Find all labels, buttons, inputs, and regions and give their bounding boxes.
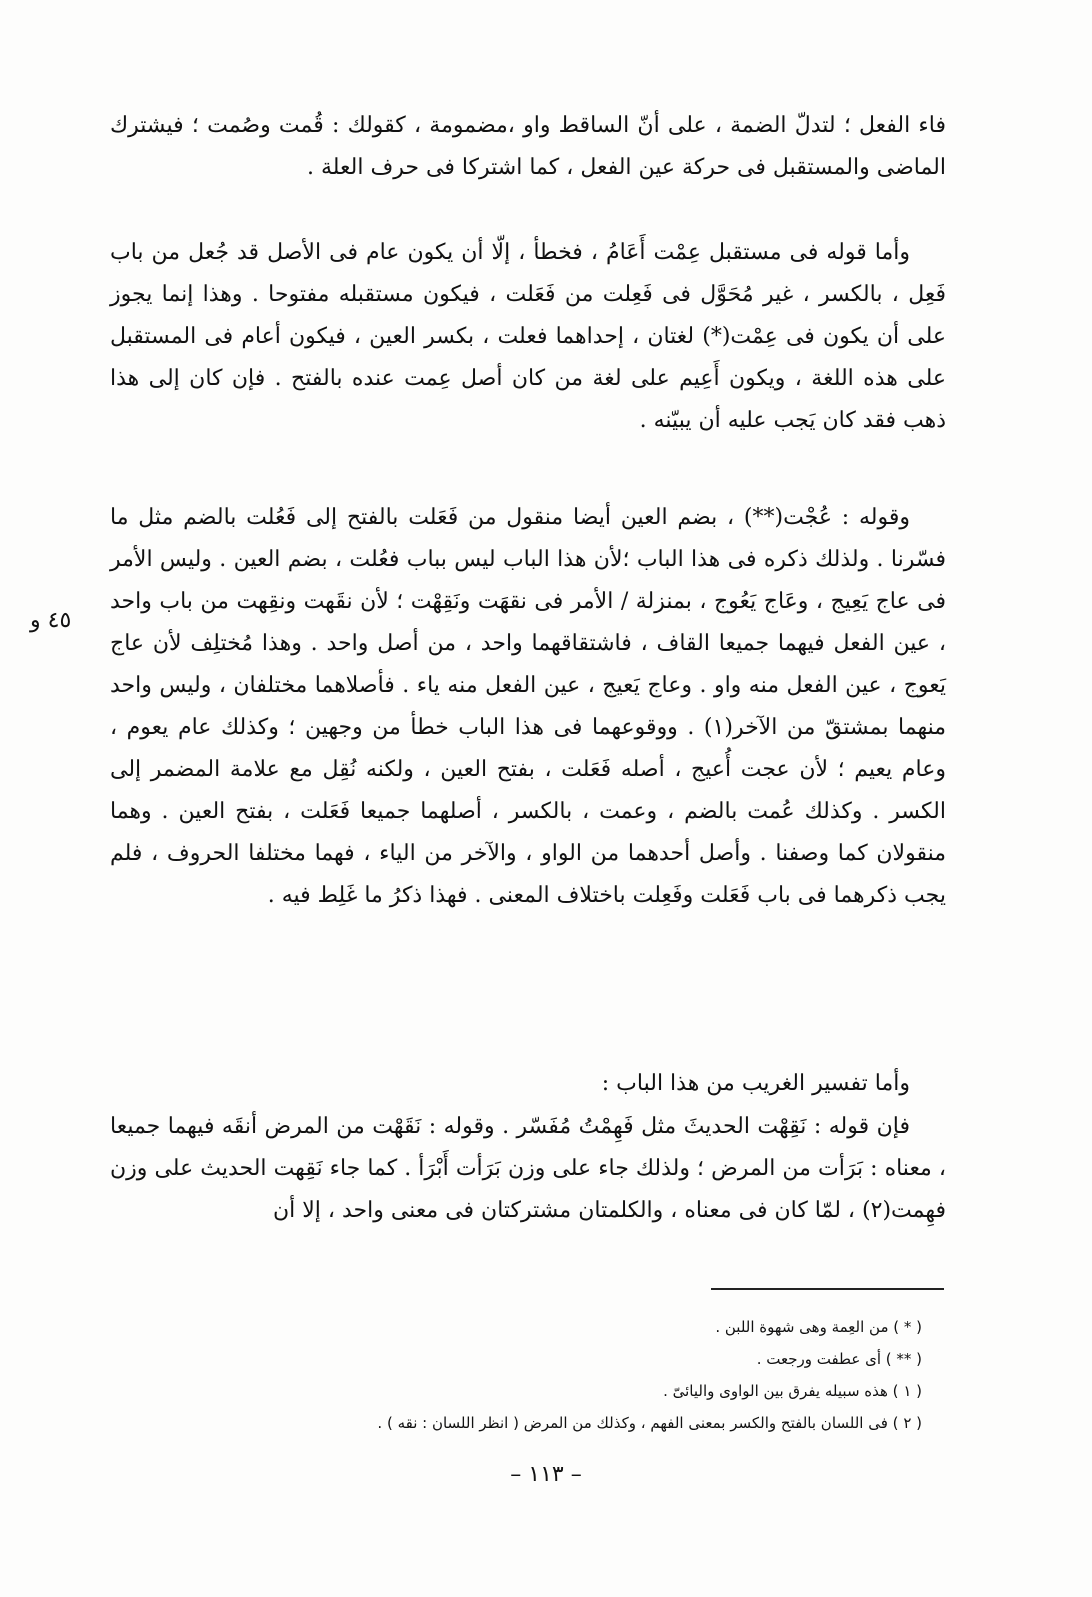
paragraph-4 [110,1063,946,1105]
footnote-divider [711,1288,944,1290]
paragraph-5 [110,1106,946,1232]
paragraph-text: وأما تفسير الغريب من هذا الباب : [601,1071,910,1096]
paragraph-text: وأما قوله فى مستقبل عِمْت أَعَامُ ، فخطأ ، إلّا أن يكون عام فى الأصل قد جُعل من باب فَعِل ، بالكسر ، غير مُحَوَّل فى فَعِلت من فَعَلت ، فيكون مستقبله مفتوحا . وهذا إنما يجوز على أن يكون فى عِمْت(*) لغتان ، إحداهما فعلت ، بكسر العين ، فيكون أعام فى المستقبل على هذه اللغة ، ويكون أَعِيم على لغة من كان أصل عِمت عنده بالفتح . فإن كان إلى هذا ذهب فقد كان يَجب عليه أن يبيّنه . [110,240,946,433]
footnotes [180,1311,922,1439]
paragraph-2 [110,232,946,442]
paragraph-text: فاء الفعل ؛ لتدلّ الضمة ، على أنّ الساقط واو ،مضمومة ، كقولك : قُمت وصُمت ؛ فيشترك الماضى والمستقبل فى حركة عين الفعل ، كما اشتركا فى حرف العلة . [110,113,946,180]
page-number: – ١١٣ – [510,1462,582,1487]
paragraph-text: فإن قوله : نَقِهْت الحديثَ مثل فَهِمْتُ مُفَسّر . وقوله : نَقَهْت من المرض أنقَه فيهما جميعا ، معناه : بَرَأت من المرض ؛ ولذلك جاء على وزن بَرَأت أَبْرَأ . كما جاء نَقِهت الحديث على وزن فهِمت(٢) ، لمّا كان فى معناه ، والكلمتان مشتركتان فى معنى واحد ، إلا أن [110,1114,946,1223]
footnote-1: ( * ) من العِمة وهى شهوة اللبن . [715,1318,922,1336]
margin-folio-note: ٤٥ و [30,608,72,633]
footnote-2: ( ** ) أى عطفت ورجعت . [756,1350,922,1368]
paragraph-3 [110,497,946,917]
paragraph-1 [110,105,946,189]
footnote-3: ( ١ ) هذه سبيله يفرق بين الواوى واليائىّ . [663,1382,922,1400]
paragraph-text: وقوله : عُجْت(**) ، بضم العين أيضا منقول من فَعَلت بالفتح إلى فَعُلت بالضم مثل ما فسّرنا . ولذلك ذكره فى هذا الباب ؛لأن هذا الباب ليس بباب فعُلت ، بضم العين . وليس الأمر فى عاج يَعِيج ، وعَاج يَعُوج ، بمنزلة / الأمر فى نقهَت ونَقِهْت ؛ لأن نقَهت ونقِهت من باب واحد ، عين الفعل فيهما جميعا القاف ، فاشتقاقهما واحد ، من أصل واحد . وهذا مُختلِف لأن عاج يَعوج ، عين الفعل منه واو . وعاج يَعيج ، عين الفعل منه ياء . فأصلاهما مختلفان ، وليس واحد منهما بمشتقّ من الآخر(١) . ووقوعهما فى هذا الباب خطأ من وجهين ؛ وكذلك عام يعوم ، وعام يعيم ؛ لأن عجت أُعيج ، أصله فَعَلت ، بفتح العين ، ولكنه نُقِل مع علامة المضمر إلى الكسر . وكذلك عُمت بالضم ، وعمت ، بالكسر ، أصلهما جميعا فَعَلت ، بفتح العين . وهما منقولان كما وصفنا . وأصل أحدهما من الواو ، والآخر من الياء ، فهما مختلفا الحروف ، فلم يجب ذكرهما فى باب فَعَلت وفَعِلت باختلاف المعنى . فهذا ذكرُ ما غَلِط فيه . [110,505,947,908]
footnote-4: ( ٢ ) فى اللسان بالفتح والكسر بمعنى الفهم ، وكذلك من المرض ( انظر اللسان : نقه ) . [377,1414,922,1432]
